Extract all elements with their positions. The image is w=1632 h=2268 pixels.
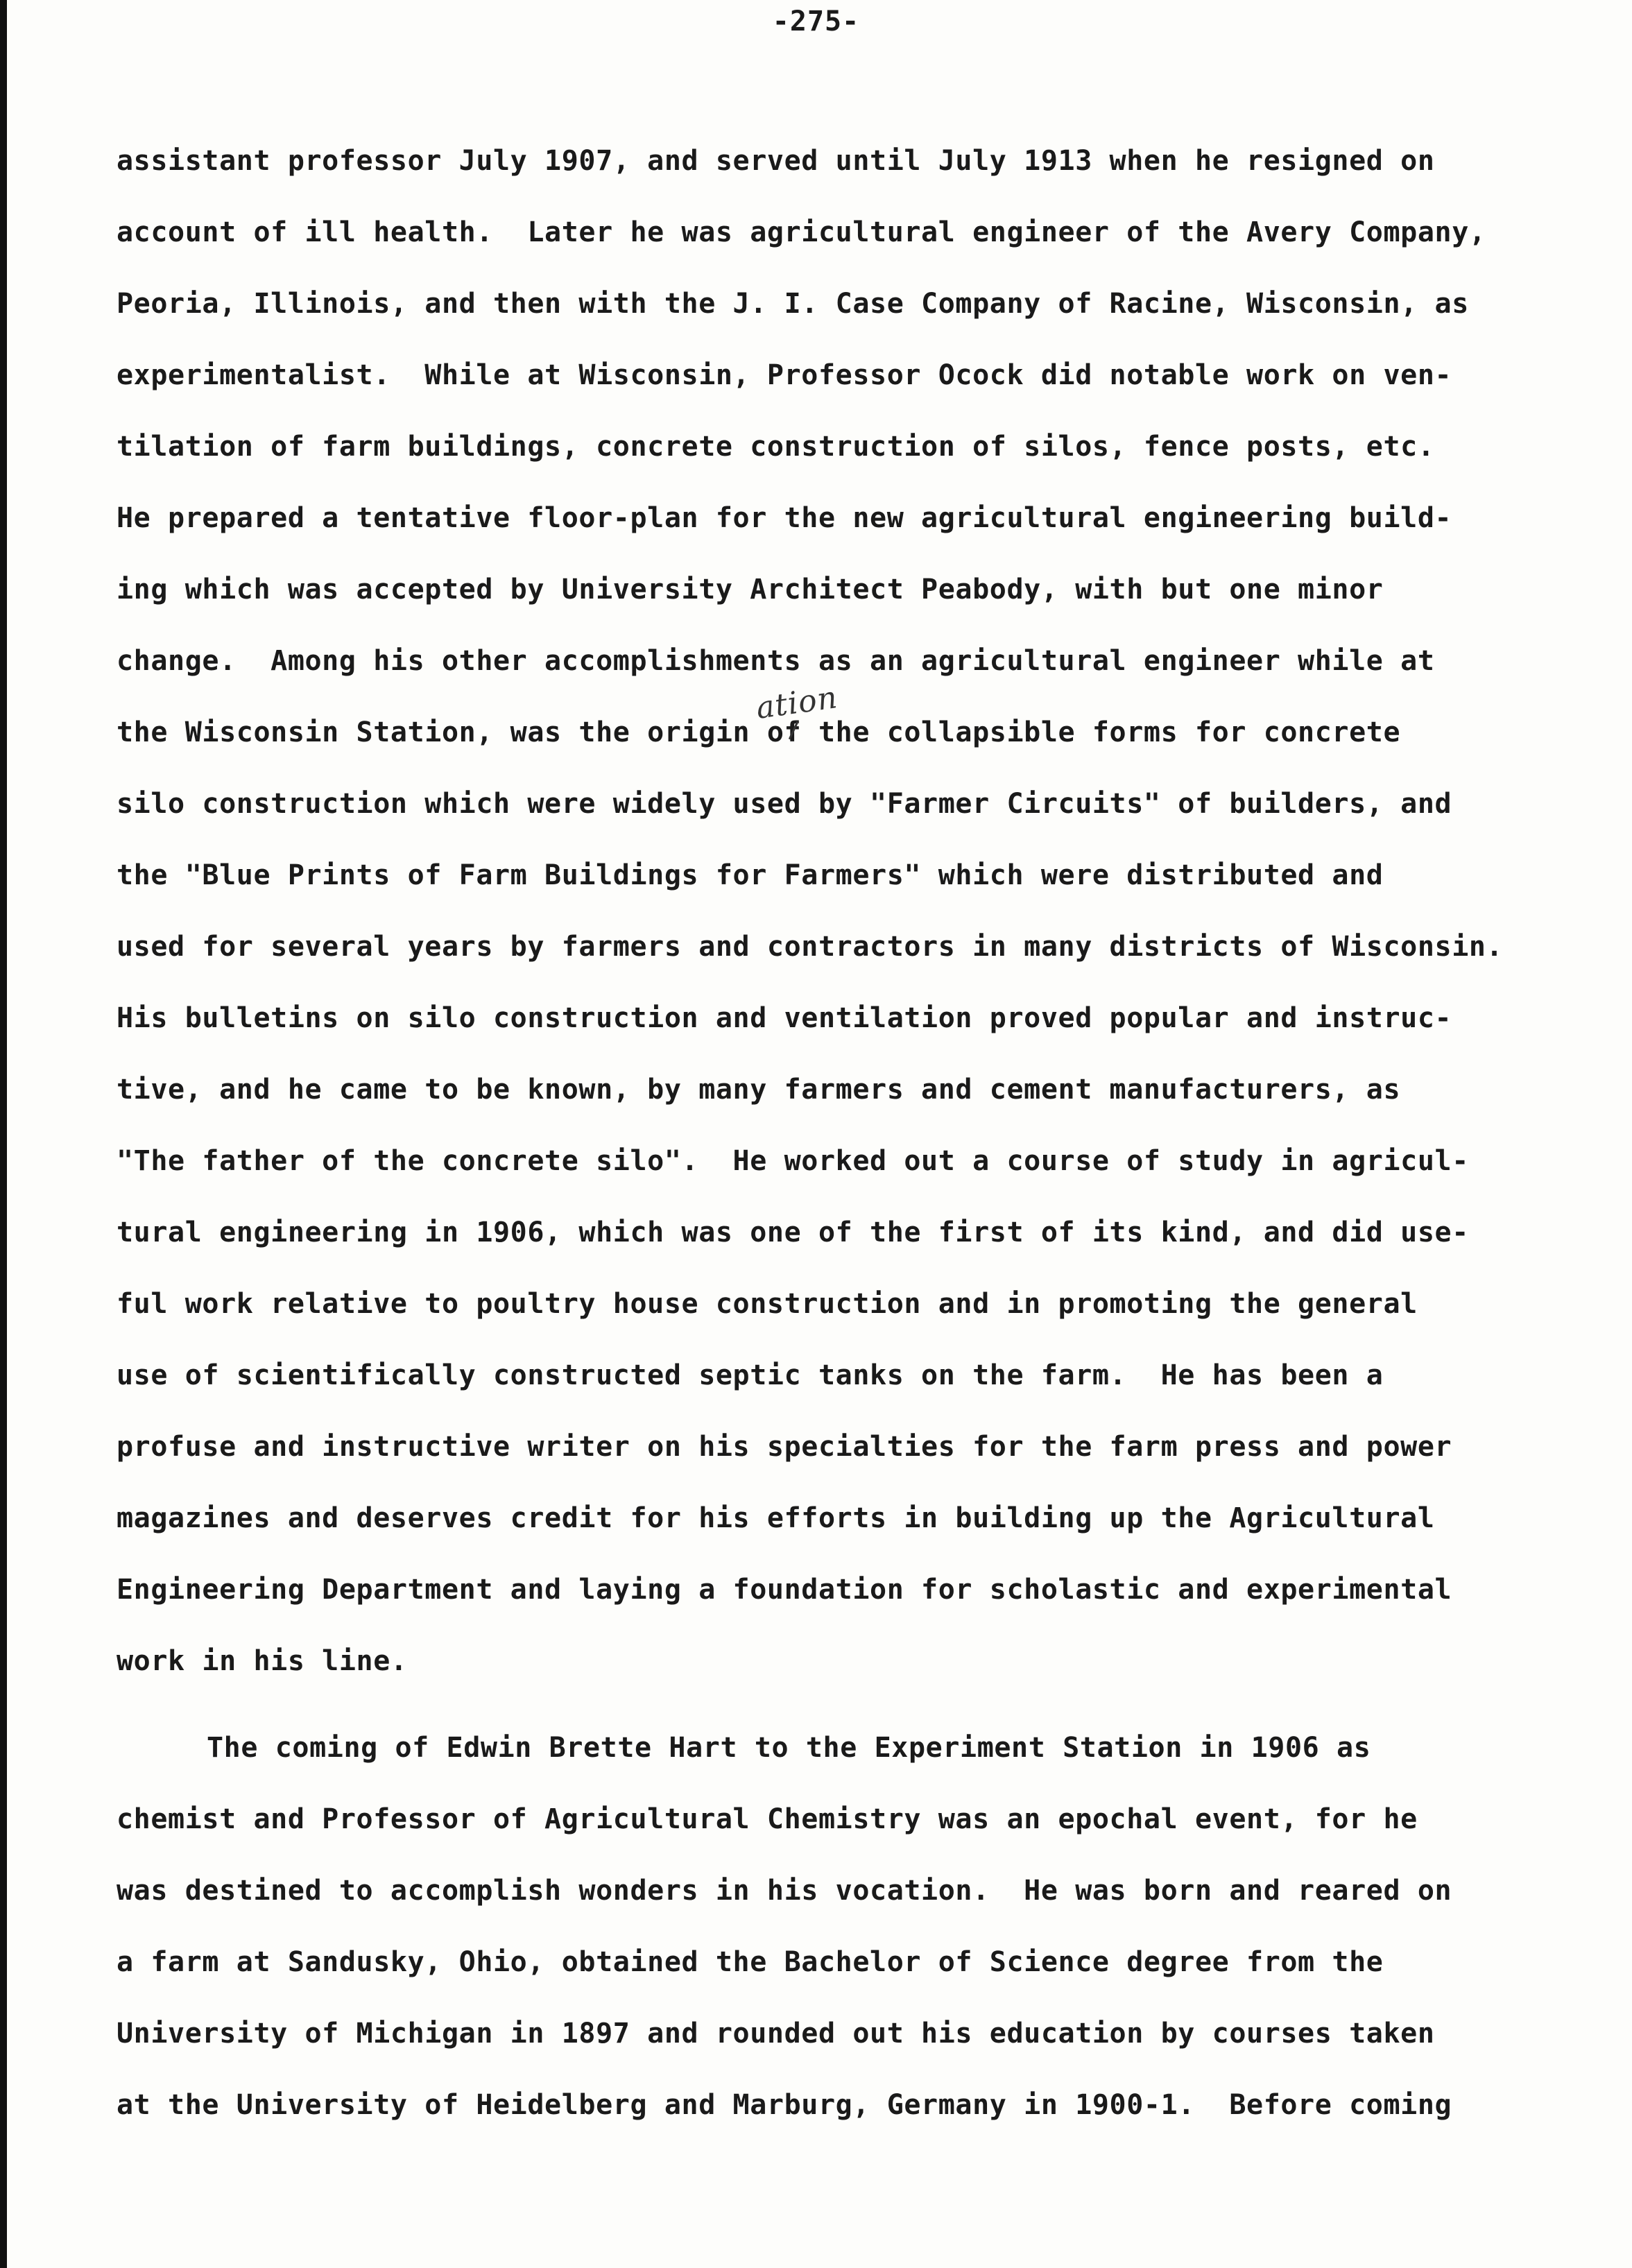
text-line: chemist and Professor of Agricultural Chemistry was an epochal event, for he bbox=[117, 1803, 1418, 1835]
text-line: University of Michigan in 1897 and rounded out his education by courses taken bbox=[117, 2018, 1435, 2050]
text-line: magazines and deserves credit for his efforts in building up the Agricultural bbox=[117, 1502, 1435, 1534]
text-line: The coming of Edwin Brette Hart to the Experiment Station in 1906 as bbox=[207, 1732, 1371, 1764]
text-line: His bulletins on silo construction and ventilation proved popular and instruc- bbox=[117, 1002, 1452, 1034]
text-line: a farm at Sandusky, Ohio, obtained the Bachelor of Science degree from the bbox=[117, 1946, 1384, 1978]
text-line: assistant professor July 1907, and served until July 1913 when he resigned on bbox=[117, 145, 1435, 177]
text-line: tilation of farm buildings, concrete construction of silos, fence posts, etc. bbox=[117, 431, 1435, 463]
text-line: Engineering Department and laying a foundation for scholastic and experimental bbox=[117, 1574, 1452, 1606]
text-line: He prepared a tentative floor-plan for the new agricultural engineering build- bbox=[117, 502, 1452, 534]
handwritten-insertion: ation bbox=[754, 680, 840, 726]
text-line: work in his line. bbox=[117, 1645, 408, 1677]
text-line: ful work relative to poultry house construction and in promoting the general bbox=[117, 1288, 1418, 1320]
text-line: tive, and he came to be known, by many farmers and cement manufacturers, as bbox=[117, 1074, 1401, 1106]
text-line: at the University of Heidelberg and Marburg, Germany in 1900-1. Before coming bbox=[117, 2089, 1452, 2121]
text-line: silo construction which were widely used by "Farmer Circuits" of builders, and bbox=[117, 788, 1452, 820]
text-line: "The father of the concrete silo". He worked out a course of study in agricul- bbox=[117, 1145, 1469, 1177]
scan-border bbox=[0, 0, 7, 2268]
text-line: use of scientifically constructed septic tanks on the farm. He has been a bbox=[117, 1359, 1384, 1391]
text-line: Peoria, Illinois, and then with the J. I. Case Company of Racine, Wisconsin, as bbox=[117, 288, 1469, 320]
text-line: the "Blue Prints of Farm Buildings for Farmers" which were distributed and bbox=[117, 859, 1384, 891]
text-line: tural engineering in 1906, which was one of the first of its kind, and did use- bbox=[117, 1217, 1469, 1248]
page-number: -275- bbox=[772, 6, 860, 37]
text-line: used for several years by farmers and contractors in many districts of Wisconsin. bbox=[117, 931, 1504, 963]
text-line: experimentalist. While at Wisconsin, Professor Ocock did notable work on ven- bbox=[117, 359, 1452, 391]
text-line: change. Among his other accomplishments as an agricultural engineer while at bbox=[117, 645, 1435, 677]
text-line: the Wisconsin Station, was the origin of the collapsible forms for concrete bbox=[117, 716, 1401, 748]
text-line: account of ill health. Later he was agricultural engineer of the Avery Company, bbox=[117, 216, 1486, 248]
text-line: was destined to accomplish wonders in his vocation. He was born and reared on bbox=[117, 1875, 1452, 1907]
text-line: ing which was accepted by University Architect Peabody, with but one minor bbox=[117, 574, 1384, 605]
text-line: profuse and instructive writer on his specialties for the farm press and power bbox=[117, 1431, 1452, 1463]
